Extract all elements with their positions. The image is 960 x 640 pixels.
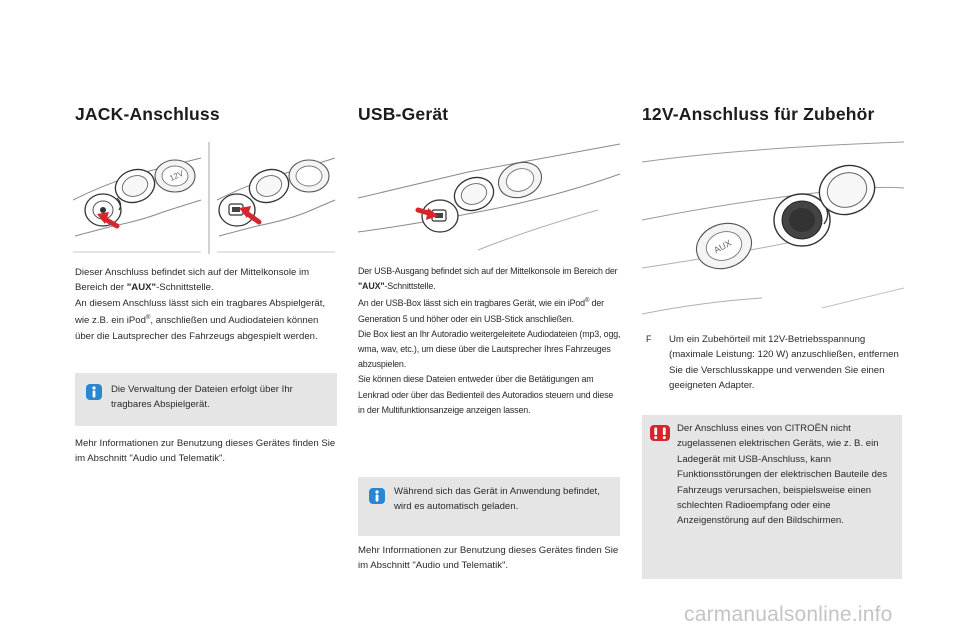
info-icon (85, 383, 103, 401)
jack-illustration-panel-right (217, 158, 335, 252)
power-warning-text: Der Anschluss eines von CITROËN nicht zugelassenen elektrischen Geräts, wie z. B. ein Ladegerät mit USB-Anschluss, kann Funktionsstörungen der elektrischen Bauteile des Fahrzeugs verursachen, beispielsweise einen schlechten Radioempfang oder eine Anzeigenstörung auf den Bildschirmen. (677, 423, 888, 527)
power-illustration (642, 138, 904, 328)
usb-info-callout (358, 477, 620, 536)
usb-description (358, 264, 622, 418)
jack-illustration (73, 140, 337, 258)
jack-heading: JACK-Anschluss (75, 104, 220, 124)
jack-footer: Mehr Informationen zur Benutzung dieses Gerätes finden Sie im Abschnitt "Audio und Telematik". (75, 438, 336, 465)
power-heading: 12V-Anschluss für Zubehör (642, 104, 875, 124)
power-warning-callout (642, 415, 902, 579)
watermark: carmanualsonline.info (684, 603, 893, 626)
usb-paragraph-location: Der USB-Ausgang befindet sich auf der Mittelkonsole im Bereich der "AUX"-Schnittstelle. (358, 266, 618, 292)
bullet-marker: F (646, 334, 652, 344)
usb-illustration (358, 140, 622, 256)
jack-info-callout (75, 373, 337, 426)
usb-paragraph-device: An der USB-Box lässt sich ein tragbares Gerät, wie ein iPod® der Generation 5 und höher oder ein USB-Stick anschließen. (358, 298, 604, 324)
jack-illustration-panel-left (73, 158, 201, 252)
usb-paragraph-formats: Die Box liest an Ihr Autoradio weitergeleitete Audiodateien (mp3, ogg, wma, wav, etc.), um diese über die Lautsprecher Ihres Fahrzeuges abzuspielen. (358, 328, 621, 370)
power-instruction (646, 332, 910, 396)
usb-footer: Mehr Informationen zur Benutzung dieses Gerätes finden Sie im Abschnitt "Audio und Telematik". (358, 545, 619, 572)
usb-heading: USB-Gerät (358, 104, 449, 124)
usb-paragraph-controls: Sie können diese Dateien entweder über die Betätigungen am Lenkrad oder über das Bedienteil des Autoradios steuern und diese in der Multifunktionsanzeige anzeigen lassen. (358, 374, 614, 415)
usb-callout-text: Während sich das Gerät in Anwendung befindet, wird es automatisch geladen. (394, 486, 600, 513)
socket-12v-label: 12V (168, 168, 185, 183)
warning-icon (650, 425, 670, 441)
socket-aux-label: AUX (712, 237, 734, 256)
info-icon (368, 487, 386, 505)
jack-paragraph-location: Dieser Anschluss befindet sich auf der Mittelkonsole im Bereich der "AUX"-Schnittstelle. (75, 267, 310, 294)
power-instruction-text: Um ein Zubehörteil mit 12V-Betriebsspannung (maximale Leistung: 120 W) anzuschließen, entfernen Sie die Verschlusskappe und verwenden Sie einen geeigneten Adapter. (669, 334, 899, 392)
jack-callout-text: Die Verwaltung der Dateien erfolgt über Ihr tragbares Abspielgerät. (111, 384, 293, 411)
jack-description (75, 265, 337, 344)
jack-paragraph-usage: An diesem Anschluss lässt sich ein tragbares Abspielgerät, wie z.B. ein iPod®, anschließen und Audiodateien können über die Lautsprecher des Fahrzeugs abgespielt werden. (75, 297, 326, 342)
